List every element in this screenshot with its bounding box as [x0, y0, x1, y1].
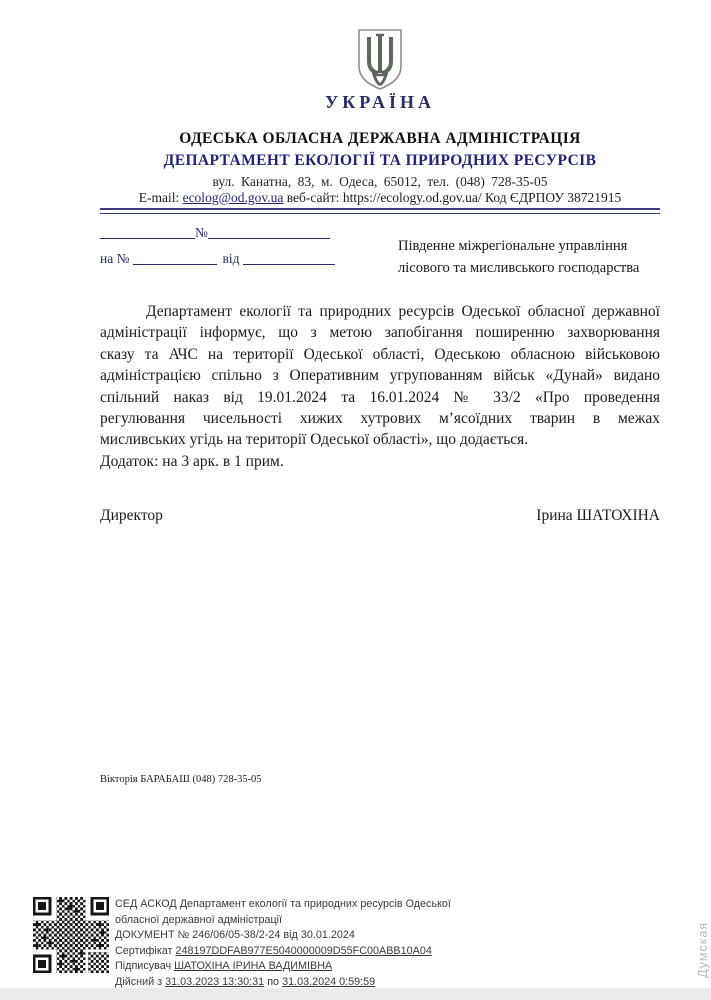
signer-name: Ірина ШАТОХІНА	[536, 507, 660, 524]
vid-label: від	[222, 251, 240, 266]
letter-content	[100, 0, 660, 1000]
incoming-number-row	[100, 250, 335, 267]
valid-from-label: Дійсний з	[115, 975, 166, 988]
number-symbol: №	[195, 225, 208, 240]
site-watermark: Думская	[696, 921, 710, 978]
signer-position: Директор	[100, 507, 163, 524]
incoming-number-blank	[133, 250, 217, 265]
addressee-line-1: Південне міжрегіональне управління	[398, 238, 628, 254]
department-name: ДЕПАРТАМЕНТ ЕКОЛОГІЇ ТА ПРИРОДНИХ РЕСУРСІВ	[163, 152, 597, 169]
attachment-note: Додаток: на 3 арк. в 1 прим.	[100, 453, 284, 470]
email-link[interactable]: ecolog@od.gov.ua	[182, 190, 284, 205]
stamp-signer-value: ШАТОХІНА ІРИНА ВАДИМІВНА	[174, 960, 333, 973]
body-line: адміністрації інформує, що з метою запобігання поширенню захворювання	[100, 324, 660, 342]
stamp-certificate-line	[115, 944, 463, 960]
addressee-block	[398, 236, 698, 279]
body-line: сказу та АЧС на території Одеської області, Одеською обласною військовою	[100, 345, 660, 363]
email-label: E-mail:	[138, 190, 183, 205]
stamp-document-line: ДОКУМЕНТ № 246/06/05-38/2-24 від 30.01.2024	[115, 929, 355, 942]
digital-signature-stamp	[115, 897, 463, 991]
certificate-label: Сертифікат	[115, 944, 176, 957]
outgoing-number-row	[100, 224, 330, 241]
body-line: спільний наказ від 19.01.2024 та 16.01.2024 № 33/2 «Про проведення	[100, 388, 660, 406]
addressee-line-2: лісового та мисливського господарства	[398, 259, 640, 276]
stamp-system-line: СЕД АСКОД Департамент екології та природних ресурсів Одеської обласної державної адміністрації	[115, 898, 451, 926]
executor-contact: Вікторія БАРАБАШ (048) 728-35-05	[100, 774, 262, 785]
valid-from-date: 31.03.2023 13:30:31	[165, 975, 265, 988]
valid-to-label: по	[264, 975, 283, 988]
website-url: https://ecology.od.gov.ua/	[342, 190, 482, 205]
valid-to-date: 31.03.2024 0:59:59	[282, 975, 376, 988]
postal-address: вул. Канатна, 83, м. Одеса, 65012, тел. (048) 728-35-05	[212, 174, 548, 189]
country-name: УКРАЇНА	[325, 92, 435, 112]
coat-of-arms	[100, 28, 660, 97]
signature-row	[100, 507, 660, 525]
website-label: веб-сайт:	[283, 190, 343, 205]
letter-body	[100, 301, 660, 451]
certificate-value: 248197DDFAB977E5040000009D55FC00ABB10A04	[175, 944, 432, 957]
body-line: мисливських угідь на території Одеської області», що додається.	[100, 431, 529, 449]
signer-label: Підписувач	[115, 960, 175, 973]
body-line: регулювання чисельності хижих хутрових м’ясоїдних тварин в межах	[100, 410, 660, 428]
body-line: адміністрацією спільно з Оперативним угрупованням військ «Дунай» видано	[100, 367, 660, 385]
contacts-line	[80, 190, 680, 206]
edrpou-code: Код ЄДРПОУ 38721915	[481, 190, 622, 205]
scan-edge-strip	[0, 988, 711, 1000]
incoming-date-blank	[243, 250, 335, 265]
number-blank-field	[208, 224, 330, 239]
date-blank-field	[100, 224, 195, 239]
stamp-signer-line	[115, 959, 463, 975]
body-line: Департамент екології та природних ресурсів Одеської обласної державної	[146, 303, 660, 320]
qr-code-icon	[33, 895, 109, 975]
na-number-label: на №	[100, 251, 130, 266]
letterhead-divider	[100, 208, 660, 214]
organization-name: ОДЕСЬКА ОБЛАСНА ДЕРЖАВНА АДМІНІСТРАЦІЯ	[179, 130, 581, 147]
